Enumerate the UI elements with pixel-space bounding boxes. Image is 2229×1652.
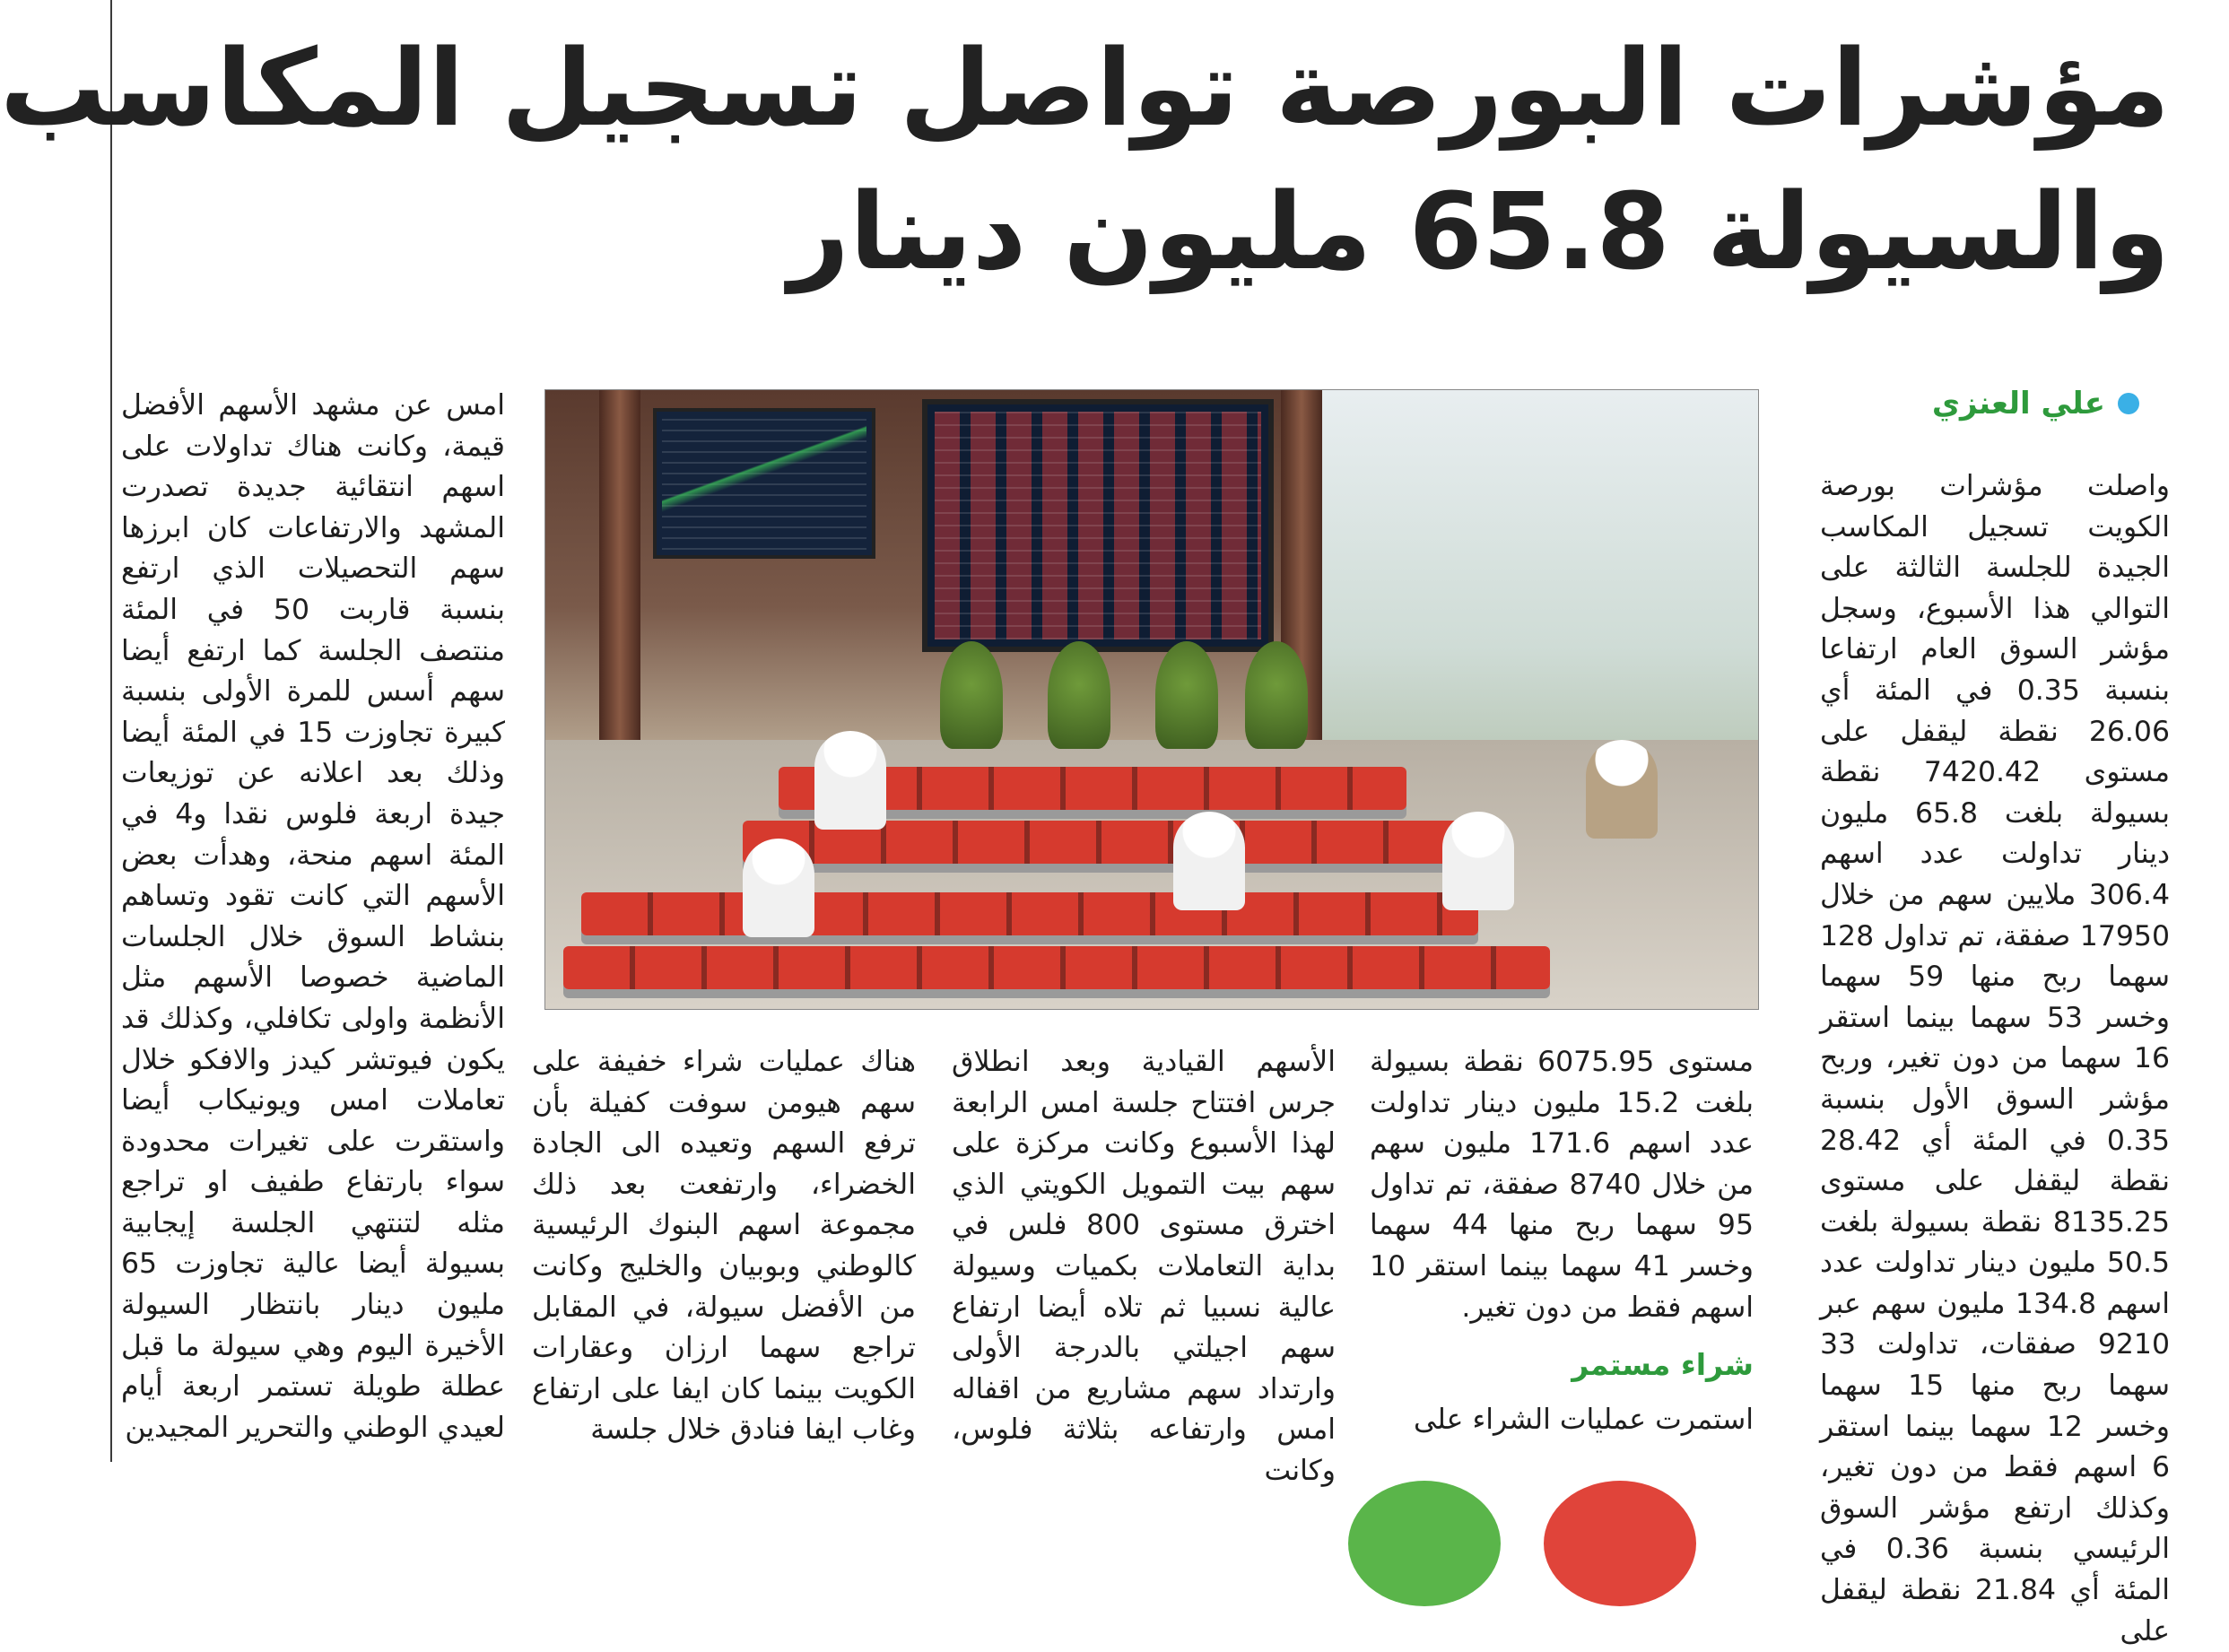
page-edge-rule [110, 0, 112, 1462]
column-b2-text: الأسهم القيادية وبعد انطلاق جرس افتتاح جلسة امس الرابعة لهذا الأسبوع وكانت مركزة على سهم بيت التمويل الكويتي الذي اخترق مستوى 800 فلس في بداية التعاملات بكميات وسيولة عالية نسبيا ثم تلاه أيضا ارتفاع سهم اجيلتي بالدرجة الأولى وارتداد سهم مشاريع من اقفاله امس وارتفاعه بثلاثة فلوس، وكانت [952, 1046, 1336, 1487]
photo-plant [940, 641, 1003, 749]
photo-plant [1245, 641, 1308, 749]
column-b3-text: هناك عمليات شراء خفيفة على سهم هيومن سوفت كفيلة بأن ترفع السهم وتعيده الى الجادة الخضراء، وارتفعت بعد ذلك مجموعة اسهم البنوك الرئيسية كالوطني وبوبيان والخليج وكانت من الأفضل سيولة، في المقابل تراجع سهما ارزان وعقارات الكويت بينما كان ايفا على ارتفاع وغاب ايفا فنادق خلال جلسة [532, 1046, 916, 1447]
photo-person [1173, 812, 1245, 910]
article-column-left [121, 386, 505, 1471]
article-column-b3 [532, 1042, 916, 1468]
article-photo-stock-exchange-hall [544, 389, 1759, 1010]
photo-person [814, 731, 886, 830]
photo-trading-screen [922, 399, 1274, 652]
subheading: شراء مستمر [1572, 1347, 1754, 1383]
article-headline [0, 16, 2170, 303]
photo-small-screen [653, 408, 875, 559]
headline-line-1: مؤشرات البورصة تواصل تسجيل المكاسب [0, 26, 2170, 150]
article-column-right [1820, 466, 2171, 1648]
column-right-text: واصلت مؤشرات بورصة الكويت تسجيل المكاسب الجيدة للجلسة الثالثة على التوالي هذا الأسبوع، وسجل مؤشر السوق العام ارتفاعا بنسبة 0.35 في المئة أي 26.06 نقطة ليقفل على مستوى 7420.42 نقطة بسيولة بلغت 65.8 مليون دينار تداولت عدد اسهم 306.4 ملايين سهم من خلال 17950 صفقة، تم تداول 128 سهما ربح منها 59 سهما وخسر 53 سهما بينما استقر 16 سهما من دون تغير، وربح مؤشر السوق الأول بنسبة 0.35 في المئة أي 28.42 نقطة ليقفل على مستوى 8135.25 نقطة بسيولة بلغت 50.5 مليون دينار تداولت عدد اسهم 134.8 مليون سهم عبر 9210 صفقات، تداولت 33 سهما ربح منها 15 سهما وخسر 12 سهما بينما استقر 6 اسهم فقط من دون تغير، وكذلك ارتفع مؤشر السوق الرئيسي بنسبة 0.36 في المئة أي 21.84 نقطة ليقفل على [1820, 470, 2171, 1648]
article-column-b1 [1370, 1042, 1754, 1468]
author-name: علي العنزي [1931, 386, 2105, 422]
red-ad-shape [1544, 1481, 1696, 1606]
photo-plant [1048, 641, 1110, 749]
column-left-text: امس عن مشهد الأسهم الأفضل قيمة، وكانت هناك تداولات على اسهم انتقائية جديدة تصدرت المشهد والارتفاعات كان ابرزها سهم التحصيلات الذي ارتفع بنسبة قاربت 50 في المئة منتصف الجلسة كما ارتفع أيضا سهم أسس للمرة الأولى بنسبة كبيرة تجاوزت 15 في المئة أيضا وذلك بعد اعلانه عن توزيعات جيدة اربعة فلوس نقدا و4 في المئة اسهم منحة، وهدأت بعض الأسهم التي كانت تقود وتساهم بنشاط السوق خلال الجلسات الماضية خصوصا الأسهم مثل الأنظمة واولى تكافلي، وكذلك قد يكون فيوتشر كيدز والافكو خلال تعاملات امس ويونيكاب أيضا واستقرت على تغيرات محدودة سواء بارتفاع طفيف او تراجع مثله لتنتهي الجلسة إيجابية بسيولة أيضا عالية تجاوزت 65 مليون دينار بانتظار السيولة الأخيرة اليوم وهي سيولة ما قبل عطلة طويلة تستمر اربعة أيام لعيدي الوطني والتحرير المجيدين [121, 389, 506, 1444]
photo-plant [1155, 641, 1218, 749]
byline-dot-icon [2118, 393, 2139, 414]
photo-person [1442, 812, 1514, 910]
photo-person [1586, 740, 1658, 839]
photo-seat-row [581, 892, 1478, 935]
byline [1932, 386, 2139, 422]
headline-line-2: والسيولة 65.8 مليون دينار [788, 170, 2170, 293]
green-ad-shape [1348, 1481, 1501, 1606]
article-column-b2 [952, 1042, 1336, 1487]
column-b1-text-2: استمرت عمليات الشراء على [1414, 1403, 1754, 1436]
photo-person [743, 839, 814, 937]
column-b1-text: مستوى 6075.95 نقطة بسيولة بلغت 15.2 مليون دينار تداولت عدد اسهم 171.6 مليون سهم من خلال 8740 صفقة، تم تداول 95 سهما ربح منها 44 سهما وخسر 41 سهما بينما استقر 10 اسهم فقط من دون تغير. [1370, 1046, 1754, 1324]
photo-seat-row [563, 946, 1550, 989]
